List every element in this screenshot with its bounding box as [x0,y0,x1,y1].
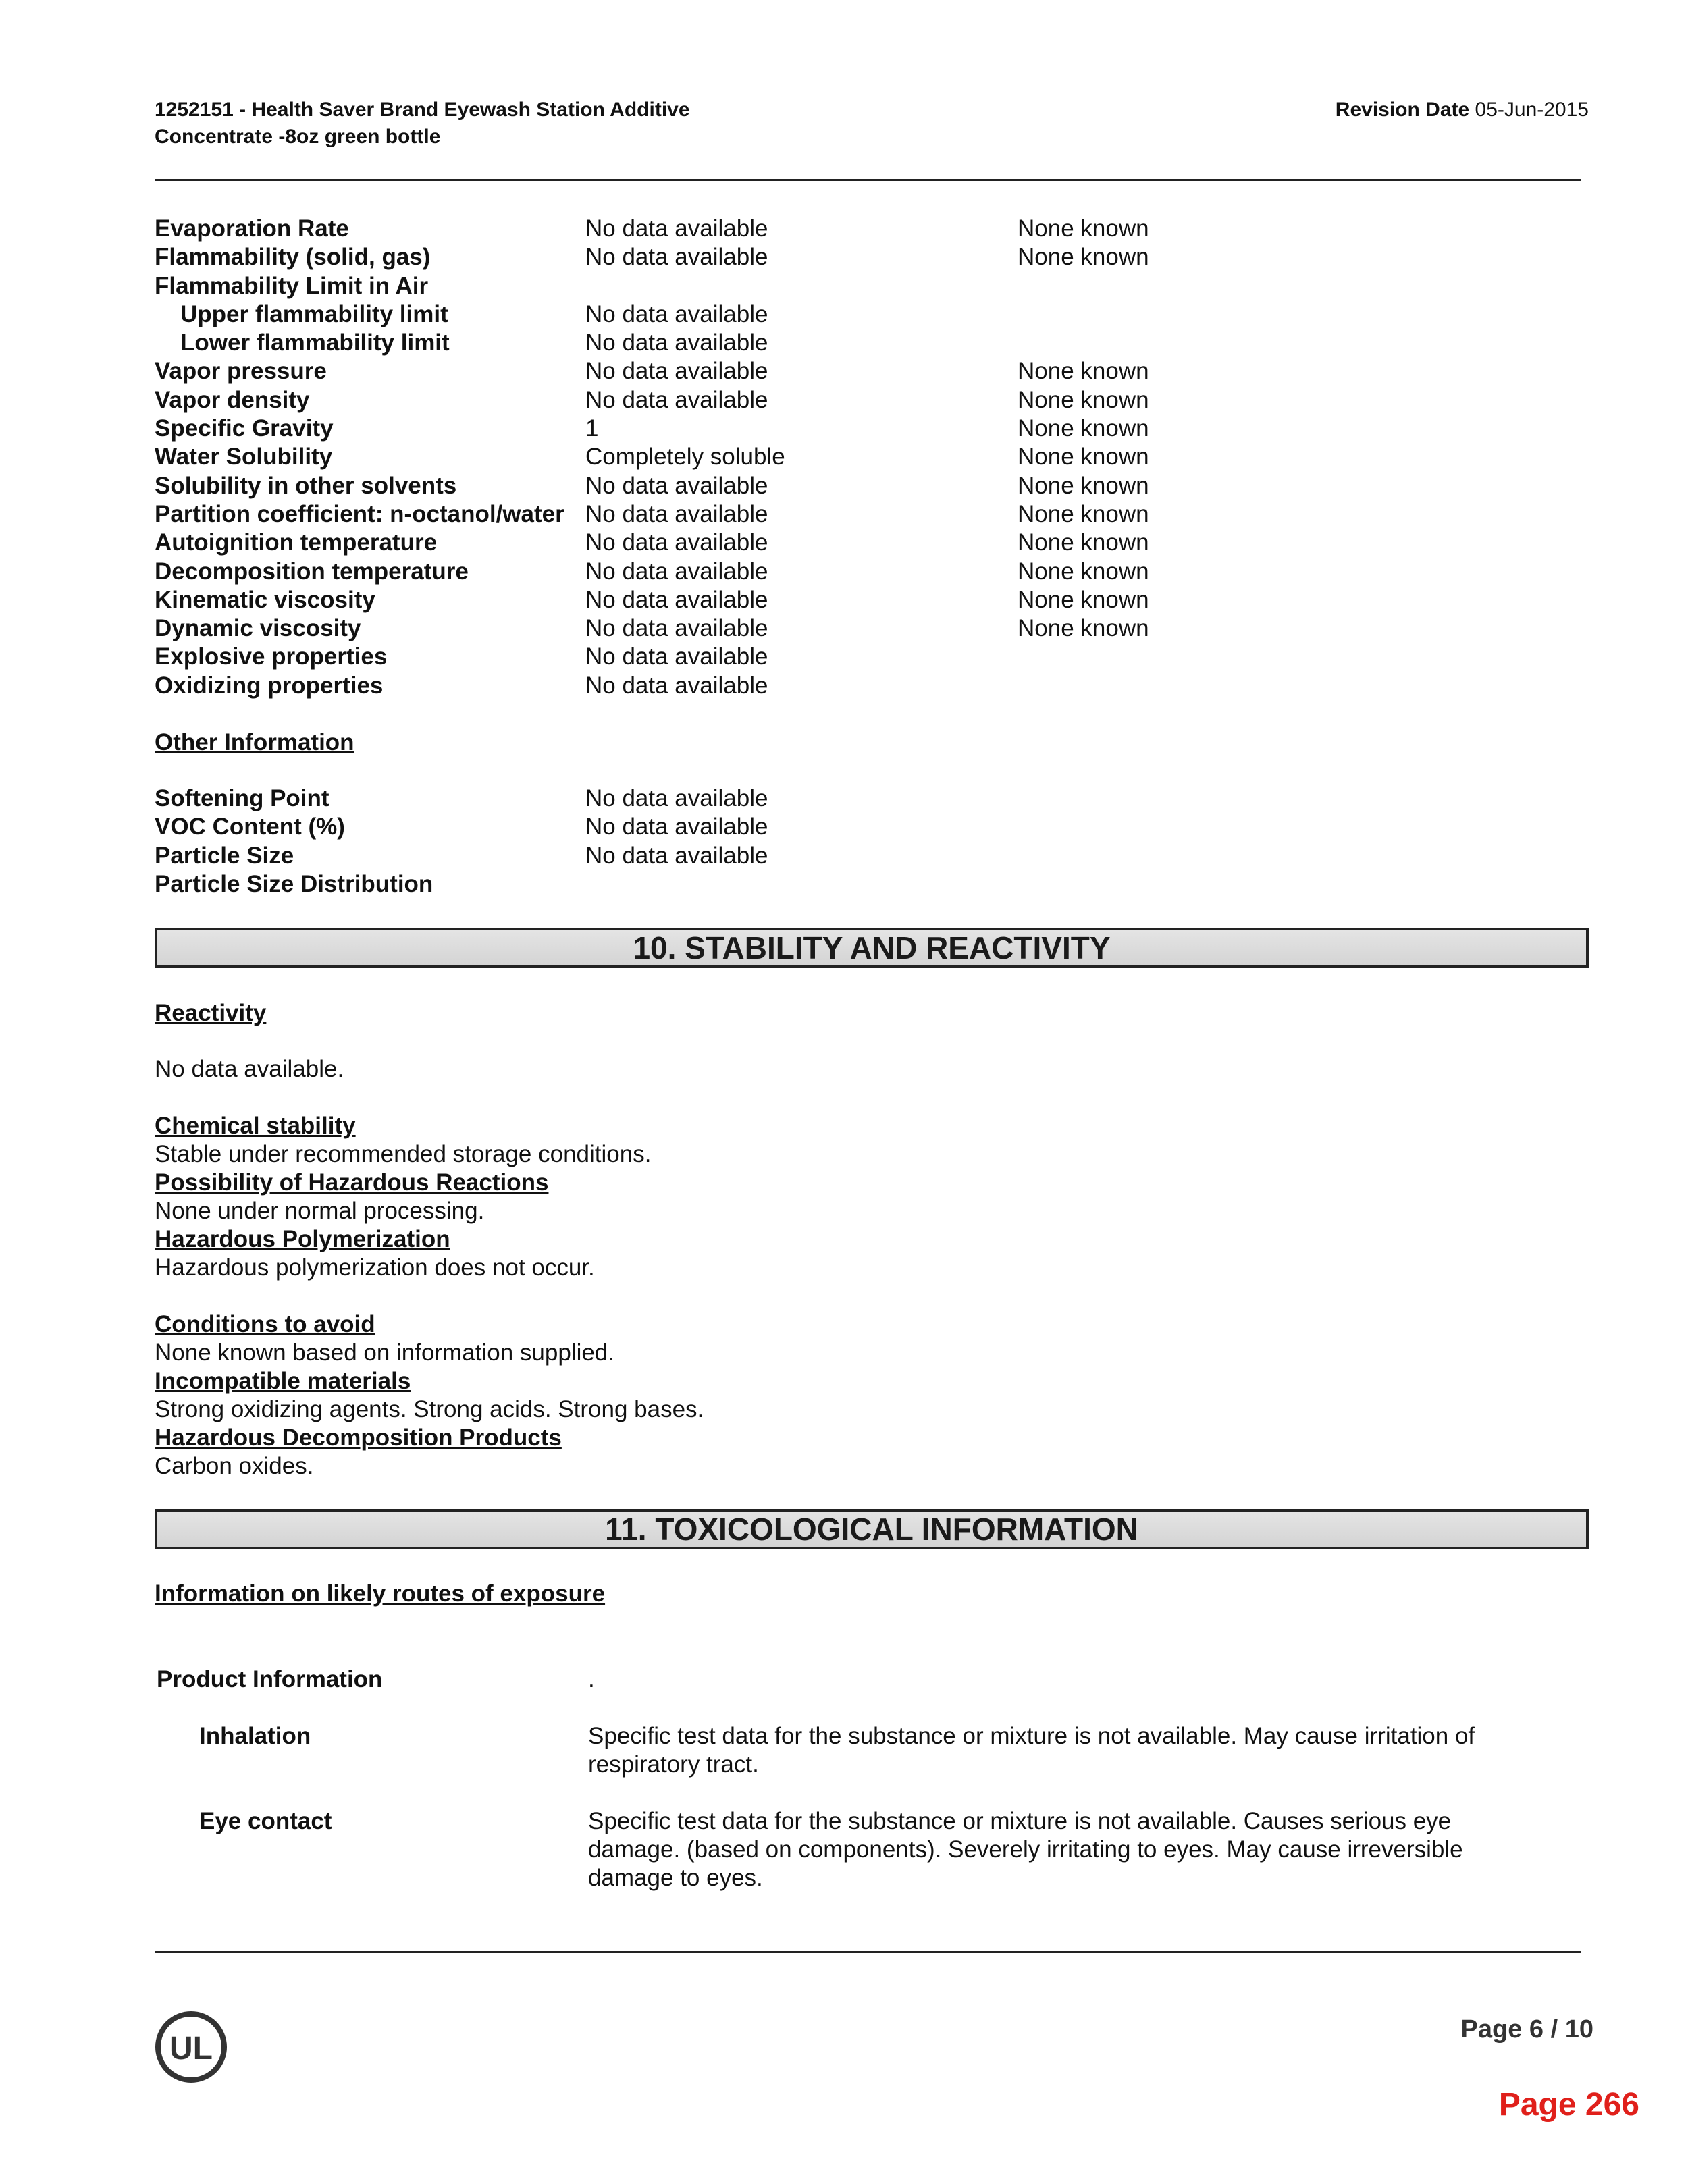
property-remarks: None known [1018,386,1149,413]
document-title-line2: Concentrate -8oz green bottle [155,126,441,148]
property-remarks: None known [1018,244,1149,271]
product-information-label: Product Information [157,1666,383,1693]
inhalation-line: respiratory tract. [588,1751,759,1778]
property-remarks: None known [1018,586,1149,613]
property-name: Decomposition temperature [155,558,469,585]
property-name: Specific Gravity [155,415,334,442]
revision-date [1336,97,1589,124]
property-value: No data available [585,500,768,527]
property-value: 1 [585,415,599,442]
other-information-heading: Other Information [155,729,354,755]
chemical-stability-heading: Chemical stability [155,1113,356,1139]
property-value: No data available [585,300,768,327]
page-number: Page 6 / 10 [1460,2015,1593,2044]
property-name: Evaporation Rate [155,215,349,242]
property-value: No data available [585,785,768,811]
property-remarks: None known [1018,558,1149,585]
property-value: No data available [585,842,768,869]
incompatible-materials-heading: Incompatible materials [155,1368,411,1394]
property-remarks: None known [1018,415,1149,442]
property-name: Vapor pressure [155,358,327,385]
property-value: No data available [585,558,768,585]
property-name: Lower flammability limit [180,329,450,356]
property-value: No data available [585,643,768,670]
document-title-line1: 1252151 - Health Saver Brand Eyewash Station Additive [155,99,690,121]
eye-contact-line: damage to eyes. [588,1865,763,1891]
property-value: No data available [585,814,768,841]
property-name: Autoignition temperature [155,529,438,556]
property-name: Oxidizing properties [155,672,384,699]
conditions-to-avoid-heading: Conditions to avoid [155,1311,375,1337]
footer-divider [155,1951,1581,1953]
inhalation-line: Specific test data for the substance or mixture is not available. May cause irritation of [588,1723,1475,1749]
eye-contact-line: damage. (based on components). Severely irritating to eyes. May cause irreversible [588,1836,1463,1863]
property-value: Completely soluble [585,444,785,471]
section-11-header: 11. TOXICOLOGICAL INFORMATION [155,1509,1589,1549]
property-name: Particle Size Distribution [155,870,433,897]
decomposition-products-text: Carbon oxides. [155,1453,314,1479]
property-remarks: None known [1018,500,1149,527]
revision-label: Revision Date [1335,99,1470,121]
eye-contact-line: Specific test data for the substance or mixture is not available. Causes serious eye [588,1808,1452,1834]
property-remarks: None known [1018,529,1149,556]
hazardous-polymerization-text: Hazardous polymerization does not occur. [155,1254,595,1281]
property-name: Kinematic viscosity [155,586,375,613]
property-remarks: None known [1018,215,1149,242]
ul-logo-icon [155,2010,228,2083]
property-name: Vapor density [155,386,310,413]
property-value: No data available [585,672,768,699]
eye-contact-text [588,1807,1547,1892]
property-name: Softening Point [155,785,329,811]
revision-date-value: 05-Jun-2015 [1475,99,1589,121]
property-value: No data available [585,329,768,356]
ul-logo-text: UL [169,2031,213,2067]
document-title [155,97,690,151]
inhalation-text [588,1722,1547,1779]
property-name: VOC Content (%) [155,814,345,841]
property-remarks: None known [1018,615,1149,642]
property-value: No data available [585,386,768,413]
conditions-to-avoid-text: None known based on information supplied. [155,1339,614,1366]
property-name: Flammability (solid, gas) [155,244,431,271]
page-stamp: Page 266 [1498,2087,1639,2123]
property-name: Partition coefficient: n-octanol/water [155,500,564,527]
property-value: No data available [585,586,768,613]
property-name: Particle Size [155,842,294,869]
header-divider [155,179,1581,181]
chemical-stability-text: Stable under recommended storage conditions. [155,1141,652,1167]
hazardous-reactions-text: None under normal processing. [155,1198,485,1224]
property-remarks: None known [1018,472,1149,499]
incompatible-materials-text: Strong oxidizing agents. Strong acids. Strong bases. [155,1396,704,1422]
routes-of-exposure-heading: Information on likely routes of exposure [155,1580,606,1607]
property-name: Water Solubility [155,444,333,471]
property-name: Solubility in other solvents [155,472,457,499]
property-remarks: None known [1018,358,1149,385]
property-name: Explosive properties [155,643,388,670]
property-value: No data available [585,529,768,556]
property-name: Upper flammability limit [180,300,448,327]
eye-contact-label: Eye contact [199,1808,332,1834]
property-name: Dynamic viscosity [155,615,361,642]
hazardous-polymerization-heading: Hazardous Polymerization [155,1226,450,1252]
reactivity-heading: Reactivity [155,1000,267,1026]
property-value: No data available [585,244,768,271]
property-value: No data available [585,215,768,242]
property-name: Flammability Limit in Air [155,272,429,299]
property-value: No data available [585,472,768,499]
reactivity-text: No data available. [155,1056,344,1082]
property-value: No data available [585,358,768,385]
section-10-header: 10. STABILITY AND REACTIVITY [155,928,1589,968]
decomposition-products-heading: Hazardous Decomposition Products [155,1424,562,1451]
property-value: No data available [585,615,768,642]
product-information-value: . [588,1666,595,1693]
hazardous-reactions-heading: Possibility of Hazardous Reactions [155,1169,549,1196]
property-remarks: None known [1018,444,1149,471]
inhalation-label: Inhalation [199,1723,311,1749]
